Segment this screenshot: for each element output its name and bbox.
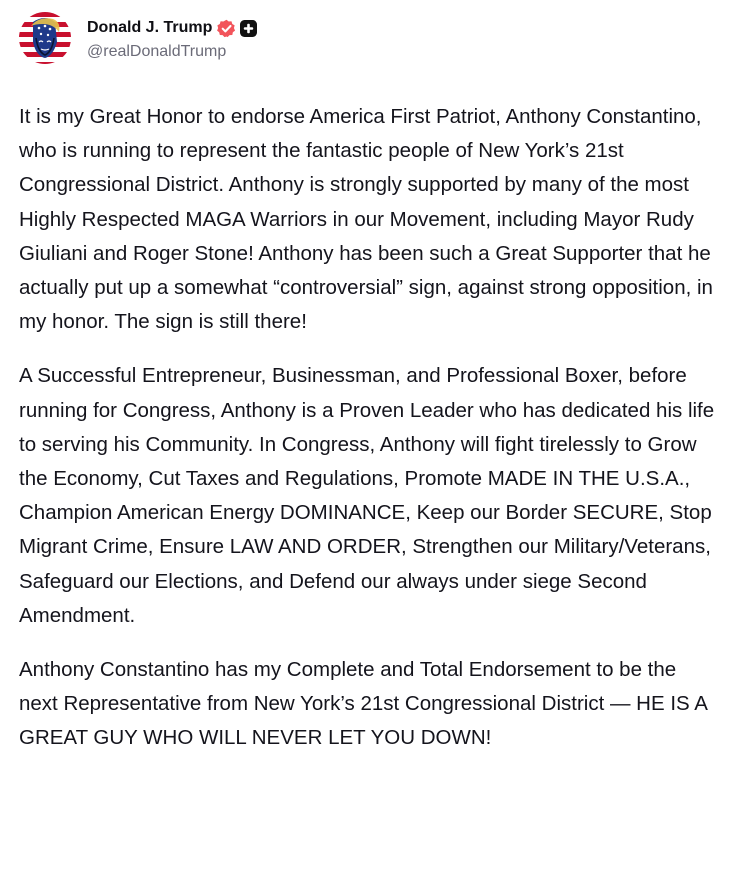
avatar[interactable] (19, 12, 71, 64)
plus-badge-icon (240, 20, 257, 37)
display-name[interactable]: Donald J. Trump (87, 19, 213, 36)
post-paragraph-1: It is my Great Honor to endorse America First Patriot, Anthony Constantino, who is running to represent the fantastic people of New York’s 21st Congressional District. Anthony is strongly supported by many of the most Highly Respected MAGA Warriors in our Movement, including Mayor Rudy Giuliani and Roger Stone! Anthony has been such a Great Supporter that he actually put up a somewhat “controversial” sign, against strong opposition, in my honor. The sign is still there! (19, 105, 713, 334)
author-identity (87, 17, 257, 61)
user-handle[interactable]: @realDonaldTrump (87, 43, 227, 60)
avatar-image (19, 12, 71, 64)
verified-badge-icon (217, 19, 236, 38)
name-row (87, 17, 257, 39)
post-body (19, 100, 719, 776)
post-paragraph-3: Anthony Constantino has my Complete and Total Endorsement to be the next Representative from New York’s 21st Congressional District — HE IS A GREAT GUY WHO WILL NEVER LET YOU DOWN! (19, 658, 707, 750)
post-paragraph-2: A Successful Entrepreneur, Businessman, and Professional Boxer, before running for Congress, Anthony is a Proven Leader who has dedicated his life to serving his Community. In Congress, Anthony will fight tirelessly to Grow the Economy, Cut Taxes and Regulations, Promote MADE IN THE U.S.A., Champion American Energy DOMINANCE, Keep our Border SECURE, Stop Migrant Crime, Ensure LAW AND ORDER, Strengthen our Military/Veterans, Safeguard our Elections, and Defend our always under siege Second Amendment. (19, 364, 715, 627)
post-header (19, 12, 257, 64)
